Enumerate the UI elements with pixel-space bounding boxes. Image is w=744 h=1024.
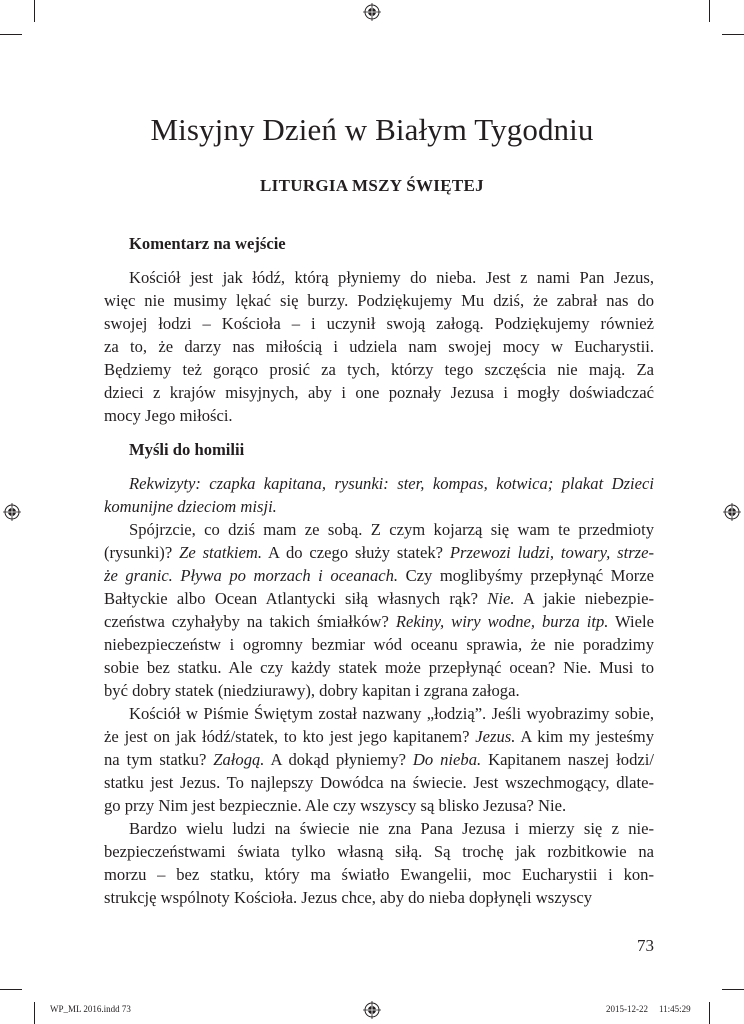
text-line: Będziemy też gorąco prosić za tych, którzy tego szczęścia nie mają. Za bbox=[104, 360, 654, 379]
registration-mark-icon bbox=[363, 3, 381, 21]
commentary-section bbox=[104, 232, 654, 427]
text-line bbox=[104, 725, 654, 748]
italic-text: Do nieba. bbox=[412, 750, 482, 769]
text-span: bezpieczeństwami świata tylko własną siłą. Są trochę jak rozbitkowie na bbox=[104, 842, 654, 861]
crop-mark bbox=[722, 34, 744, 35]
text-span: niebezpieczeństw i ogromny bezmiar wód oceanu sprawia, że nie poradzimy bbox=[104, 635, 654, 654]
text-line: swojej łodzi – Kościoła – i uczynił swoją załogą. Podziękujemy również bbox=[104, 314, 654, 333]
crop-mark bbox=[0, 989, 22, 990]
homily-paragraph bbox=[104, 817, 654, 909]
text-line bbox=[104, 587, 654, 610]
text-line bbox=[104, 863, 654, 886]
text-span: (rysunki)? bbox=[104, 543, 180, 562]
page-title: Misyjny Dzień w Białym Tygodniu bbox=[150, 112, 594, 147]
text-span: A dokąd płyniemy? bbox=[264, 750, 413, 769]
text-line bbox=[104, 541, 654, 564]
text-line bbox=[104, 633, 654, 656]
text-line: więc nie musimy lękać się burzy. Podziękujemy Mu dziś, że zabrał nas do bbox=[104, 291, 654, 310]
registration-mark-icon bbox=[363, 1001, 381, 1019]
text-line bbox=[104, 817, 654, 840]
homily-paragraph bbox=[104, 702, 654, 817]
italic-text: Ze statkiem. bbox=[179, 543, 263, 562]
text-line: Kościół jest jak łódź, którą płyniemy do nieba. Jest z nami Pan Jezus, bbox=[129, 268, 654, 287]
text-line bbox=[104, 794, 654, 817]
text-span: A do czego służy statek? bbox=[262, 543, 450, 562]
text-span: strukcję wspólnoty Kościoła. Jezus chce, aby do nieba dopłynęli wszyscy bbox=[104, 888, 593, 907]
homily-section bbox=[104, 438, 654, 909]
text-line: Rekwizyty: czapka kapitana, rysunki: ster, kompas, kotwica; plakat Dzieci bbox=[129, 474, 654, 493]
text-line bbox=[104, 610, 654, 633]
registration-mark-icon bbox=[3, 503, 21, 521]
text-line bbox=[104, 656, 654, 679]
text-span: być dobry statek (niedziurawy), dobry kapitan i zgrana załoga. bbox=[104, 681, 520, 700]
text-span: Czy moglibyśmy przepłynąć Morze bbox=[398, 566, 654, 585]
slug-date: 2015-12-22 bbox=[606, 1004, 648, 1014]
text-span: Kościół w Piśmie Świętym został nazwany „łodzią”. Jeśli wyobrazimy sobie, bbox=[129, 704, 654, 723]
italic-text: Jezus. bbox=[475, 727, 516, 746]
text-line bbox=[104, 771, 654, 794]
text-line bbox=[104, 679, 654, 702]
text-span: morzu – bez statku, który ma światło Ewangelii, moc Eucharystii i kon- bbox=[104, 865, 654, 884]
text-span: A kim my jesteśmy bbox=[515, 727, 654, 746]
slug-time: 11:45:29 bbox=[659, 1004, 691, 1014]
text-span: Wiele bbox=[608, 612, 654, 631]
crop-mark bbox=[722, 989, 744, 990]
crop-mark bbox=[34, 0, 35, 22]
crop-mark bbox=[0, 34, 22, 35]
text-line: mocy Jego miłości. bbox=[104, 406, 233, 425]
registration-mark-icon bbox=[723, 503, 741, 521]
italic-text: Nie. bbox=[487, 589, 515, 608]
text-line bbox=[104, 748, 654, 771]
props-paragraph bbox=[104, 472, 654, 518]
text-span: że jest on jak łódź/statek, to kto jest jego kapitanem? bbox=[104, 727, 476, 746]
text-line bbox=[104, 886, 654, 909]
homily-heading: Myśli do homilii bbox=[129, 440, 245, 459]
italic-text: Przewozi ludzi, towary, strze- bbox=[449, 543, 654, 562]
italic-text: Rekiny, wiry wodne, burza itp. bbox=[395, 612, 609, 631]
homily-paragraph bbox=[104, 518, 654, 702]
commentary-paragraph bbox=[104, 266, 654, 427]
text-span: Spójrzcie, co dziś mam ze sobą. Z czym kojarzą się wam te przedmioty bbox=[129, 520, 654, 539]
text-line: dzieci z krajów misyjnych, aby i one poznały Jezusa i mogły doświadczać bbox=[104, 383, 654, 402]
text-line bbox=[104, 702, 654, 725]
page-number: 73 bbox=[637, 936, 654, 955]
crop-mark bbox=[709, 1002, 710, 1024]
text-line: za to, że darzy nas miłością i udziela nam swojej mocy w Eucharystii. bbox=[104, 337, 654, 356]
text-span: Kapitanem naszej łodzi/ bbox=[481, 750, 654, 769]
text-span: Bardzo wielu ludzi na świecie nie zna Pana Jezusa i mierzy się z nie- bbox=[129, 819, 654, 838]
crop-mark bbox=[34, 1002, 35, 1024]
italic-text: Załogą. bbox=[213, 750, 265, 769]
text-span: na tym statku? bbox=[104, 750, 214, 769]
text-span: statku jest Jezus. To najlepszy Dowódca na świecie. Jest wszechmogący, dlate- bbox=[104, 773, 654, 792]
text-span: go przy Nim jest bezpiecznie. Ale czy wszyscy są blisko Jezusa? Nie. bbox=[104, 796, 567, 815]
commentary-heading: Komentarz na wejście bbox=[129, 234, 286, 253]
text-line: komunijne dzieciom misji. bbox=[104, 497, 277, 516]
text-span: A jakie niebezpie- bbox=[514, 589, 654, 608]
text-line bbox=[104, 564, 654, 587]
italic-text: że granic. Pływa po morzach i oceanach. bbox=[104, 566, 399, 585]
text-line bbox=[104, 518, 654, 541]
slug-filename: WP_ML 2016.indd 73 bbox=[50, 1004, 131, 1014]
text-span: Bałtyckie albo Ocean Atlantycki siłą własnych rąk? bbox=[104, 589, 488, 608]
text-span: czeństwa czyhałyby na takich śmiałków? bbox=[104, 612, 396, 631]
text-span: sobie bez statku. Ale czy każdy statek może przepłynąć ocean? Nie. Musi to bbox=[104, 658, 654, 677]
crop-mark bbox=[709, 0, 710, 22]
text-line bbox=[104, 840, 654, 863]
section-subtitle: LITURGIA MSZY ŚWIĘTEJ bbox=[260, 176, 484, 195]
